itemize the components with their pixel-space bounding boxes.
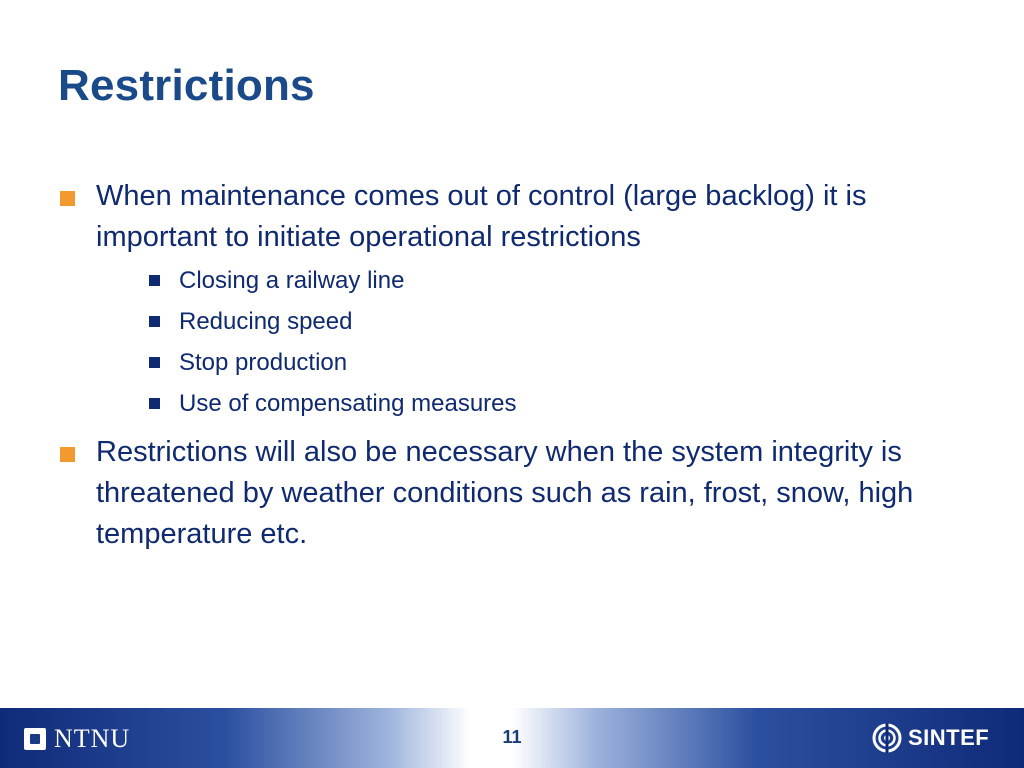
bullet-text: Restrictions will also be necessary when the system integrity is threatened by weather conditions such as rain, frost, snow, high temperature etc.	[96, 436, 914, 550]
square-bullet-icon	[149, 357, 160, 368]
sub-bullet-text: Use of compensating measures	[179, 390, 517, 417]
slide-title: Restrictions	[58, 61, 315, 110]
sintef-logo-text: SINTEF	[908, 725, 990, 750]
square-bullet-icon	[60, 447, 75, 462]
square-bullet-icon	[149, 316, 160, 327]
sub-bullet-text: Closing a railway line	[179, 267, 405, 294]
bullet-text: When maintenance comes out of control (large backlog) it is important to initiate operational restrictions	[96, 180, 867, 253]
slide-content	[58, 176, 988, 555]
bullet-item	[58, 432, 988, 555]
page-number: 11	[502, 727, 522, 747]
sub-bullet-text: Reducing speed	[179, 308, 353, 335]
sub-bullet-text: Stop production	[179, 349, 348, 376]
ntnu-logo-text: NTNU	[54, 724, 131, 753]
square-bullet-icon	[60, 191, 75, 206]
sub-bullet-item	[134, 301, 988, 342]
sub-bullet-list	[134, 260, 988, 424]
ntnu-logo-icon	[24, 728, 46, 750]
bullet-item	[58, 176, 988, 424]
sub-bullet-item	[134, 342, 988, 383]
sub-bullet-item	[134, 383, 988, 424]
sintef-logo	[872, 722, 989, 754]
square-bullet-icon	[149, 275, 160, 286]
square-bullet-icon	[149, 398, 160, 409]
ntnu-logo	[24, 726, 130, 752]
sintef-logo-icon	[872, 723, 902, 753]
sub-bullet-item	[134, 260, 988, 301]
